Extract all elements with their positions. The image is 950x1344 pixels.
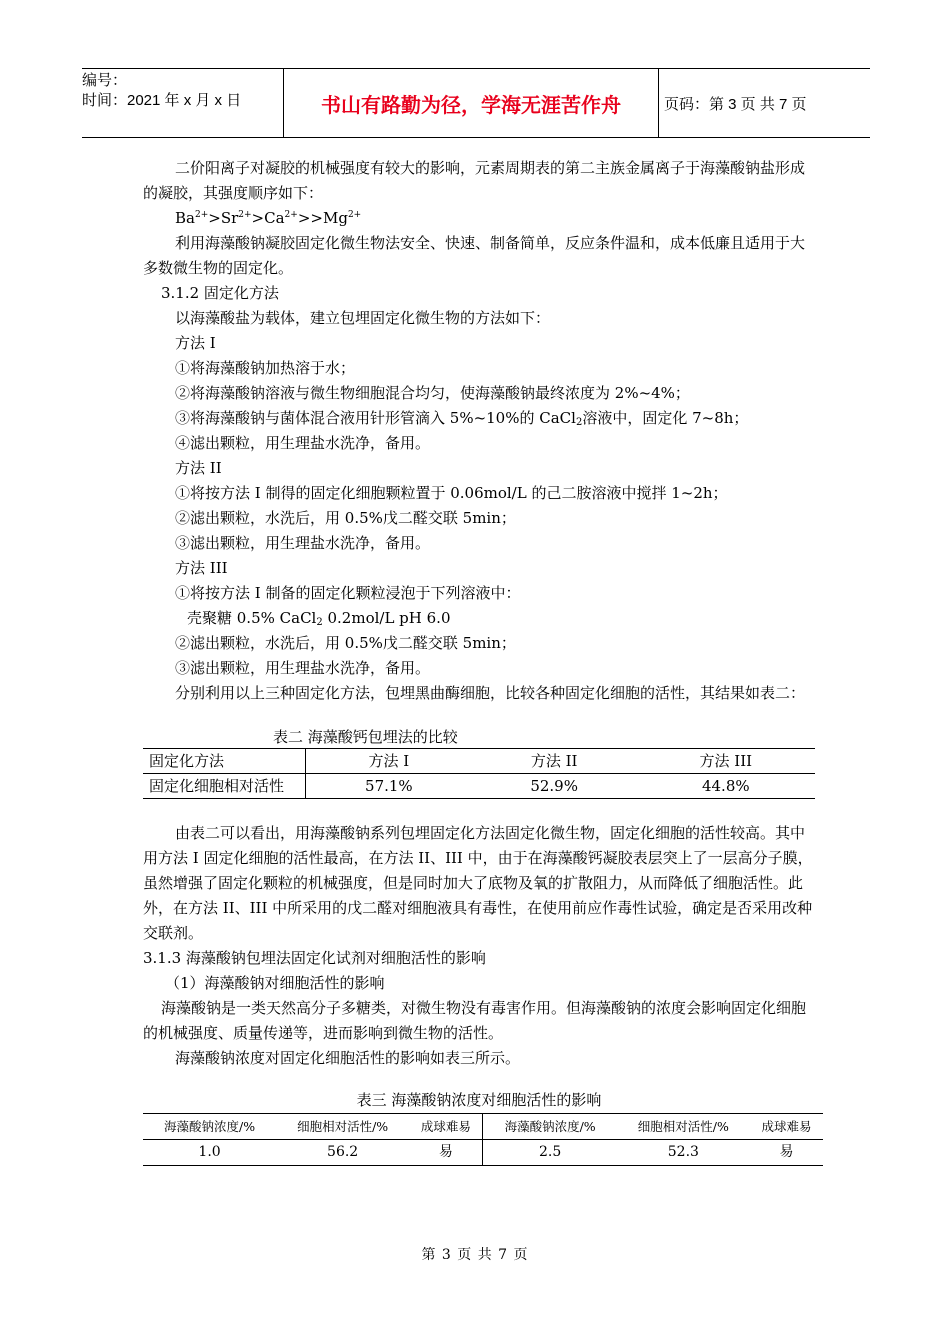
method-title: 方法 III (175, 559, 228, 577)
paragraph: 由表二可以看出，用海藻酸钠系列包埋固定化方法固定化微生物，固定化细胞的活性较高。其中用方法 I 固定化细胞的活性最高，在方法 II、III 中，由于在海藻酸钙凝胶表层突上了一层高分子膜，虽然增强了固定化颗粒的机械强度，但是同时加大了底物及氧的扩散阻力，从而降低了细胞活性。此外，在方法 II、III 中所采用的戊二醛对细胞液具有毒性，在使用前应作毒性试验，确定是否采用改种交联剂。 (143, 824, 813, 942)
table-cell: 成球难易 (750, 1114, 823, 1140)
method-step: ②滤出颗粒，水洗后，用 0.5%戊二醛交联 5min； (175, 509, 516, 527)
page-header (82, 68, 870, 138)
table-cell: 海藻酸钠浓度/% (483, 1114, 617, 1140)
paragraph: 以海藻酸盐为载体，建立包埋固定化微生物的方法如下： (175, 309, 551, 327)
method-step: ②滤出颗粒，水洗后，用 0.5%戊二醛交联 5min； (175, 634, 516, 652)
table-cell: 56.2 (276, 1140, 409, 1166)
table-cell: 细胞相对活性/% (276, 1114, 409, 1140)
table-cell: 方法 II (472, 749, 637, 774)
table-cell: 方法 III (637, 749, 815, 774)
table-cell: 海藻酸钠浓度/% (143, 1114, 276, 1140)
table-cell: 成球难易 (409, 1114, 483, 1140)
header-motto: 书山有路勤为径，学海无涯苦作舟 (283, 69, 659, 137)
paragraph: 海藻酸钠是一类天然高分子多糖类，对微生物没有毒害作用。但海藻酸钠的浓度会影响固定化细胞的机械强度、质量传递等，进而影响到微生物的活性。 (143, 999, 807, 1042)
method-step: ③滤出颗粒，用生理盐水洗净，备用。 (175, 659, 431, 677)
table-row (143, 1114, 823, 1140)
paragraph: 分别利用以上三种固定化方法，包埋黑曲酶细胞，比较各种固定化细胞的活性，其结果如表二： (175, 684, 806, 702)
table-row (143, 1140, 823, 1166)
table3 (143, 1113, 823, 1166)
section-heading: 3.1.2 固定化方法 (161, 284, 279, 302)
date-label: 时间：2021 年 x 月 x 日 (82, 92, 242, 109)
subsection-heading: （1）海藻酸钠对细胞活性的影响 (165, 974, 385, 992)
table-cell: 1.0 (143, 1140, 276, 1166)
paragraph: 二价阳离子对凝胶的机械强度有较大的影响，元素周期表的第二主族金属离子于海藻酸钠盐形成的凝胶，其强度顺序如下： (143, 159, 806, 202)
table-cell: 细胞相对活性/% (617, 1114, 750, 1140)
section-heading: 3.1.3 海藻酸钠包埋法固定化试剂对细胞活性的影响 (143, 949, 486, 967)
method-step: ②将海藻酸钠溶液与微生物细胞混合均匀，使海藻酸钠最终浓度为 2%~4%； (175, 384, 690, 402)
table-cell: 易 (409, 1140, 483, 1166)
page-footer: 第 3 页 共 7 页 (421, 1247, 529, 1263)
table2-caption: 表二 海藻酸钙包埋法的比较 (273, 728, 458, 746)
header-left (82, 71, 282, 111)
table-cell: 2.5 (483, 1140, 617, 1166)
method-step: ①将按方法 I 制得的固定化细胞颗粒置于 0.06mol/L 的己二胺溶液中搅拌 1~2h； (175, 484, 728, 502)
table-cell: 44.8% (637, 774, 815, 799)
method-step: ③滤出颗粒，用生理盐水洗净，备用。 (175, 534, 431, 552)
table-cell: 52.9% (472, 774, 637, 799)
table2 (143, 748, 815, 799)
document-body (143, 156, 815, 1166)
ion-order: $Ba^{2+}>Sr^{2+}>Ca^{2+}>>Mg^{2+}$ (175, 209, 362, 227)
method-step: ③将海藻酸钠与菌体混合液用针形管滴入 5%~10%的 CaCl$_2$溶液中，固定化 7~8h； (175, 409, 749, 428)
table-cell: 固定化细胞相对活性 (143, 774, 306, 799)
table-row (143, 774, 815, 799)
table-row (143, 749, 815, 774)
table3-caption: 表三 海藻酸钠浓度对细胞活性的影响 (356, 1091, 602, 1109)
paragraph: 利用海藻酸钠凝胶固定化微生物法安全、快速、制备简单，反应条件温和，成本低廉且适用于大多数微生物的固定化。 (143, 234, 806, 277)
table-cell: 固定化方法 (143, 749, 306, 774)
method-step: ④滤出颗粒，用生理盐水洗净，备用。 (175, 434, 431, 452)
table-cell: 方法 I (306, 749, 472, 774)
method-step: ①将海藻酸钠加热溶于水； (175, 359, 356, 377)
header-page-label: 页码：第 3 页 共 7 页 (664, 95, 807, 113)
method-title: 方法 I (175, 334, 216, 352)
paragraph: 海藻酸钠浓度对固定化细胞活性的影响如表三所示。 (175, 1049, 521, 1067)
table-cell: 52.3 (617, 1140, 750, 1166)
table-cell: 57.1% (306, 774, 472, 799)
method-step: ①将按方法 I 制备的固定化颗粒浸泡于下列溶液中： (175, 584, 521, 602)
table-cell: 易 (750, 1140, 823, 1166)
method-title: 方法 II (175, 459, 222, 477)
solution-line: 壳聚糖 0.5% CaCl$_2$ 0.2mol/L pH 6.0 (187, 609, 451, 628)
serial-label: 编号： (82, 72, 128, 89)
